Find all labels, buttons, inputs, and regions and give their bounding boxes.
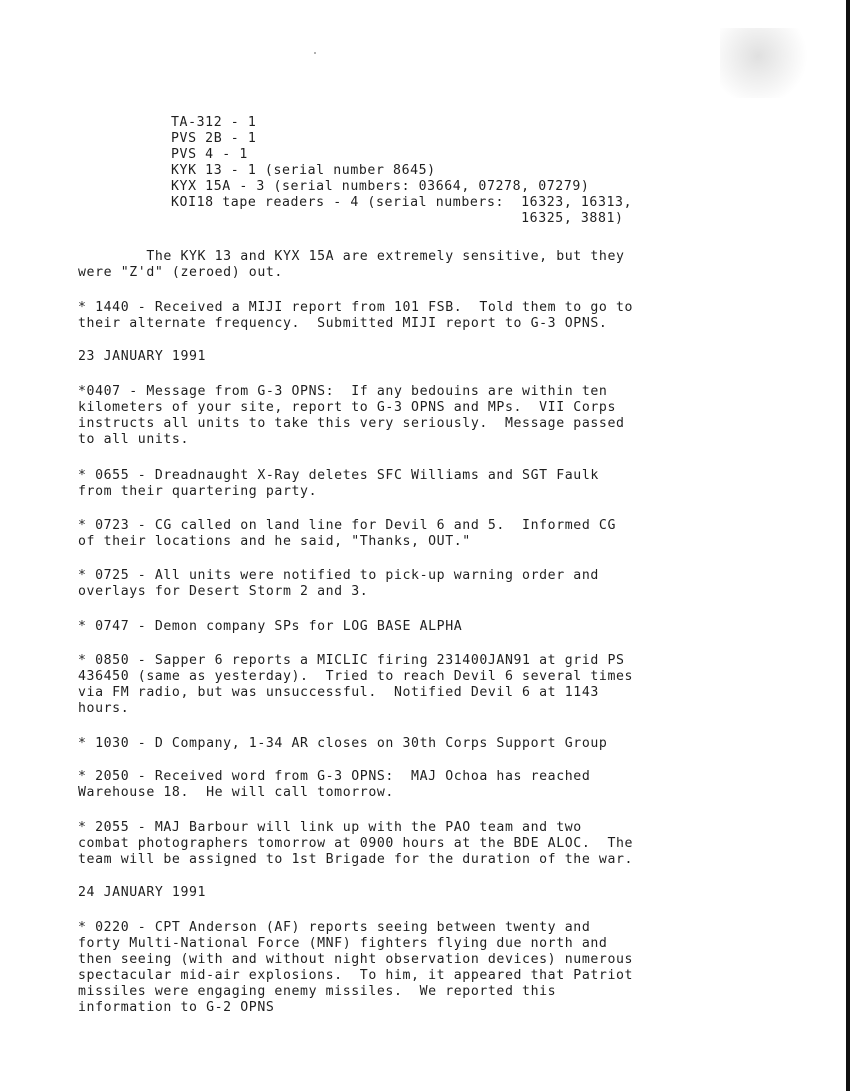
- equipment-item: KOI18 tape readers - 4 (serial numbers: 16323, 16313,: [171, 195, 633, 210]
- log-entry: * 0747 - Demon company SPs for LOG BASE ALPHA: [78, 619, 463, 634]
- equipment-item: PVS 2B - 1: [171, 131, 257, 146]
- equipment-item: KYK 13 - 1 (serial number 8645): [171, 163, 436, 178]
- page-edge-bar: [846, 0, 850, 1091]
- log-entry: * 0725 - All units were notified to pick-up warning order and overlays for Desert Storm 2 and 3.: [78, 568, 599, 599]
- log-entry: * 0220 - CPT Anderson (AF) reports seeing between twenty and forty Multi-National Force (MNF) fighters flying due north and then seeing (with and without night observation devices) numerous spectacular mid-air explosions. To him, it appeared that Patriot missiles were engaging enemy missiles. We reported this information to G-2 OPNS: [78, 920, 634, 1015]
- log-entry-1440: * 1440 - Received a MIJI report from 101 FSB. Told them to go to their alternate frequency. Submitted MIJI report to G-3 OPNS.: [78, 300, 634, 331]
- log-entry: * 0850 - Sapper 6 reports a MICLIC firing 231400JAN91 at grid PS 436450 (same as yesterday). Tried to reach Devil 6 several times via FM radio, but was unsuccessful. Notified Devil 6 at 1143 hours.: [78, 653, 634, 716]
- log-entry: * 0655 - Dreadnaught X-Ray deletes SFC Williams and SGT Faulk from their quartering party.: [78, 468, 599, 499]
- log-entry: * 2050 - Received word from G-3 OPNS: MAJ Ochoa has reached Warehouse 18. He will call tomorrow.: [78, 769, 591, 800]
- scan-noise: [720, 28, 815, 98]
- note-paragraph: The KYK 13 and KYX 15A are extremely sensitive, but they were "Z'd" (zeroed) out.: [78, 249, 625, 280]
- scan-speck: [314, 52, 316, 54]
- log-entry: * 1030 - D Company, 1-34 AR closes on 30th Corps Support Group: [78, 736, 608, 751]
- equipment-item: PVS 4 - 1: [171, 147, 248, 162]
- equipment-list: [171, 115, 632, 227]
- equipment-item: 16325, 3881): [171, 211, 624, 226]
- log-entry: * 2055 - MAJ Barbour will link up with the PAO team and two combat photographers tomorrow at 0900 hours at the BDE ALOC. The team will be assigned to 1st Brigade for the duration of the war.: [78, 820, 634, 867]
- log-entry: * 0723 - CG called on land line for Devil 6 and 5. Informed CG of their locations and he said, "Thanks, OUT.": [78, 518, 616, 549]
- date-heading: 24 JANUARY 1991: [78, 885, 207, 900]
- log-entry: *0407 - Message from G-3 OPNS: If any bedouins are within ten kilometers of your site, report to G-3 OPNS and MPs. VII Corps instructs all units to take this very seriously. Message passed to all units.: [78, 384, 625, 447]
- equipment-item: TA-312 - 1: [171, 115, 257, 130]
- date-heading: 23 JANUARY 1991: [78, 349, 207, 364]
- equipment-item: KYX 15A - 3 (serial numbers: 03664, 07278, 07279): [171, 179, 590, 194]
